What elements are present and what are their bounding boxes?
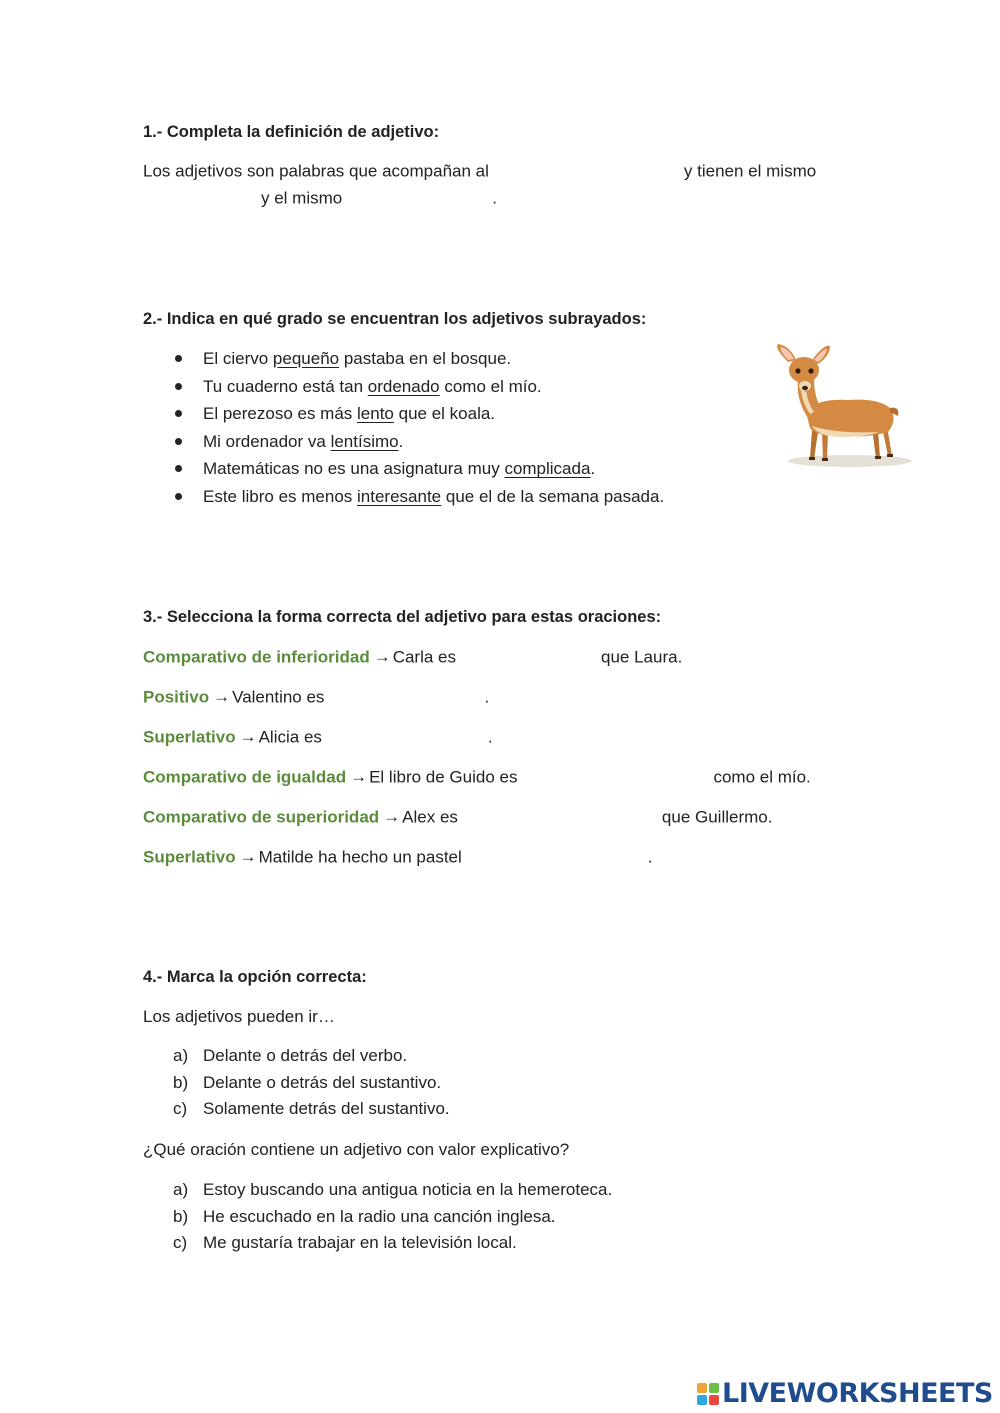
- q4-option[interactable]: [143, 1207, 612, 1234]
- q2-item: [143, 349, 664, 377]
- q2-item-text: como el mío.: [439, 376, 542, 396]
- q1-text-d: .: [492, 188, 497, 208]
- q2-item: [143, 404, 664, 432]
- q3-row: [143, 847, 653, 869]
- option-text: Estoy buscando una antigua noticia en la hemeroteca.: [203, 1180, 613, 1199]
- q3-text: .: [487, 727, 493, 747]
- option-letter: a): [173, 1180, 189, 1199]
- q3-text: Alex es: [402, 807, 458, 827]
- q3-blank[interactable]: [458, 807, 662, 829]
- q3-blank[interactable]: [324, 687, 484, 709]
- q4-options-2: [143, 1180, 612, 1260]
- underlined-adjective: pequeño: [272, 349, 340, 368]
- degree-label: Positivo: [143, 687, 210, 707]
- q2-item-text: El ciervo: [203, 349, 273, 368]
- q2-item-text: Mi ordenador va: [203, 431, 331, 451]
- q3-blank[interactable]: [322, 727, 488, 749]
- underlined-adjective: interesante: [357, 486, 442, 506]
- q3-text: El libro de Guido es: [369, 767, 518, 787]
- option-letter: c): [173, 1233, 188, 1252]
- q2-title: 2.- Indica en qué grado se encuentran los adjetivos subrayados:: [143, 310, 647, 328]
- q3-blank[interactable]: [462, 847, 648, 869]
- q2-item-text: .: [398, 431, 404, 451]
- q4-title: 4.- Marca la opción correcta:: [143, 968, 367, 986]
- q2-item: [143, 487, 664, 515]
- q3-text: como el mío.: [713, 767, 811, 787]
- q2-item: [143, 432, 664, 460]
- degree-label: Comparativo de igualdad: [143, 767, 347, 787]
- arrow-icon: →: [373, 647, 391, 667]
- q1-title: 1.- Completa la definición de adjetivo:: [143, 123, 440, 141]
- underlined-adjective: ordenado: [367, 376, 440, 396]
- q1-line1: [143, 161, 816, 183]
- q2-item-text: .: [590, 459, 596, 479]
- q4-option[interactable]: [143, 1233, 612, 1260]
- option-text: Me gustaría trabajar en la televisión local.: [203, 1233, 517, 1252]
- underlined-adjective: lentísimo: [330, 431, 399, 451]
- option-letter: c): [173, 1099, 188, 1118]
- q3-text: Alicia es: [258, 727, 322, 747]
- q2-item-text: que el de la semana pasada.: [441, 486, 665, 506]
- q4-options-1: [143, 1046, 450, 1126]
- q1-blank-2[interactable]: [143, 188, 261, 210]
- q3-text: Carla es: [392, 647, 457, 667]
- q3-text: que Guillermo.: [661, 807, 773, 827]
- q4-option[interactable]: [143, 1046, 450, 1073]
- option-letter: b): [173, 1206, 189, 1226]
- q1-text-a: Los adjetivos son palabras que acompañan al: [143, 161, 489, 181]
- logo-text: LIVEWORKSHEETS: [722, 1378, 993, 1409]
- q2-list: [143, 349, 664, 515]
- q4-option[interactable]: [143, 1180, 612, 1207]
- q4-option[interactable]: [143, 1073, 450, 1100]
- q2-item-text: El perezoso es más: [203, 404, 358, 424]
- q3-text: Matilde ha hecho un pastel: [258, 847, 462, 867]
- q3-text: .: [647, 847, 653, 867]
- q3-text: .: [484, 687, 490, 707]
- q3-blank[interactable]: [517, 767, 713, 789]
- option-letter: b): [173, 1072, 189, 1092]
- arrow-icon: →: [383, 807, 401, 827]
- q2-item-text: Tu cuaderno está tan: [203, 376, 368, 396]
- arrow-icon: →: [239, 847, 257, 867]
- q4-option[interactable]: [143, 1099, 450, 1126]
- underlined-adjective: complicada: [504, 459, 591, 479]
- q3-text: que Laura.: [601, 647, 683, 667]
- q3-row: [143, 767, 811, 789]
- q2-item: [143, 459, 664, 487]
- degree-label: Comparativo de inferioridad: [143, 647, 370, 667]
- liveworksheets-logo[interactable]: [697, 1378, 993, 1409]
- q3-blank[interactable]: [456, 647, 601, 669]
- logo-tile: [709, 1395, 719, 1405]
- logo-mark-icon: [697, 1383, 719, 1405]
- q2-item-text: Matemáticas no es una asignatura muy: [203, 459, 505, 479]
- degree-label: Comparativo de superioridad: [143, 807, 380, 827]
- q4-prompt-1: Los adjetivos pueden ir…: [143, 1007, 335, 1026]
- q1-blank-1[interactable]: [489, 161, 684, 183]
- q3-title: 3.- Selecciona la forma correcta del adjetivo para estas oraciones:: [143, 608, 662, 626]
- q2-item: [143, 377, 664, 405]
- q1-blank-3[interactable]: [342, 188, 492, 210]
- q1-line2: [143, 188, 497, 210]
- deer-illustration: [768, 340, 916, 472]
- arrow-icon: →: [350, 767, 368, 787]
- option-text: He escuchado en la radio una canción inglesa.: [203, 1206, 556, 1226]
- logo-tile: [697, 1383, 707, 1393]
- degree-label: Superlativo: [143, 727, 236, 747]
- option-text: Solamente detrás del sustantivo.: [203, 1099, 450, 1118]
- q2-item-text: que el koala.: [393, 404, 496, 424]
- q1-text-b: y tienen el mismo: [683, 161, 817, 181]
- option-text: Delante o detrás del sustantivo.: [203, 1072, 442, 1092]
- q3-row: [143, 727, 493, 749]
- degree-label: Superlativo: [143, 847, 236, 867]
- arrow-icon: →: [213, 687, 231, 707]
- q1-text-c: y el mismo: [261, 188, 343, 208]
- underlined-adjective: lento: [357, 404, 394, 424]
- q3-text: Valentino es: [232, 687, 325, 707]
- logo-tile: [709, 1383, 719, 1393]
- logo-tile: [697, 1395, 707, 1405]
- q3-row: [143, 807, 772, 829]
- q2-item-text: pastaba en el bosque.: [339, 349, 512, 368]
- q4-prompt-2: ¿Qué oración contiene un adjetivo con valor explicativo?: [143, 1140, 570, 1159]
- q3-row: [143, 687, 489, 709]
- option-text: Delante o detrás del verbo.: [203, 1046, 408, 1065]
- q3-row: [143, 647, 682, 669]
- option-letter: a): [173, 1046, 189, 1065]
- arrow-icon: →: [239, 727, 257, 747]
- q2-item-text: Este libro es menos: [203, 486, 358, 506]
